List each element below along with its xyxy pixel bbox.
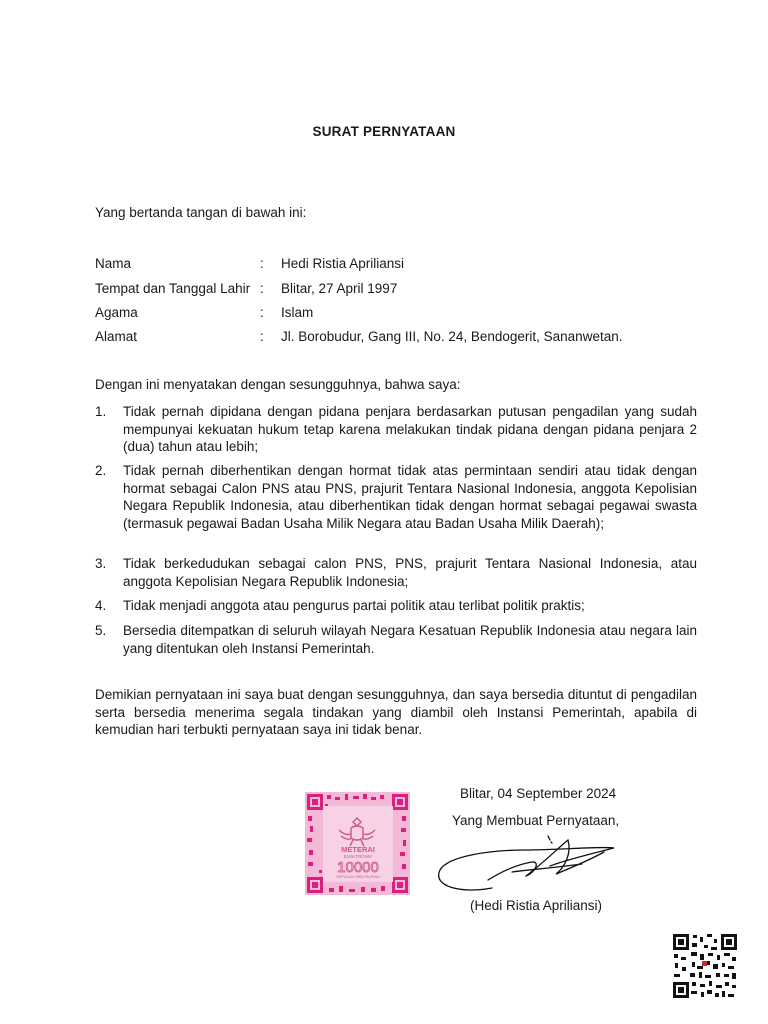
stamp-line1: METERAI [341,845,375,854]
item-text: Tidak menjadi anggota atau pengurus partai politik atau terlibat politik praktis; [123,598,585,613]
item-number: 3. [95,556,107,571]
item-number: 2. [95,463,107,478]
identity-label: Agama [95,305,138,320]
signer-label: Yang Membuat Pernyataan, [452,813,620,828]
item-text: Tidak pernah diberhentikan dengan hormat tidak atas permintaan sendiri atau tidak dengan hormat sebagai Calon PNS atau PNS, prajurit Tentara Nasional Indonesia, anggota Kepolisian Negara Republik Indonesia, atau diberhentikan tidak dengan hormat sebagai pegawai swasta (termasuk pegawai Badan Usaha Milik Negara atau Badan Usaha Milik Daerah); [123,463,697,531]
declaration-intro: Dengan ini menyatakan dengan sesungguhnya, bahwa saya: [95,377,461,392]
identity-label: Tempat dan Tanggal Lahir [95,281,251,296]
identity-value: Jl. Borobudur, Gang III, No. 24, Bendogerit, Sananwetan. [281,329,623,344]
qr-code-graphic [672,933,738,999]
closing-paragraph: Demikian pernyataan ini saya buat dengan sesungguhnya, dan saya bersedia dituntut di pengadilan serta bersedia menerima segala tindakan yang diambil oleh Instansi Pemerintah, apabila di kemudian hari terbukti pernyataan saya ini tidak benar. [95,687,697,737]
item-text: Bersedia ditempatkan di seluruh wilayah Negara Kesatuan Republik Indonesia atau negara lain yang ditentukan oleh Instansi Pemerintah. [123,623,697,656]
stamp-line3: SEPULUH RIBU RUPIAH [336,875,380,879]
item-text: Tidak berkedudukan sebagai calon PNS, PNS, prajurit Tentara Nasional Indonesia, atau anggota Kepolisian Negara Republik Indonesia; [123,556,697,589]
stamp-line2: ELEKTRONIK [343,854,373,859]
stamp-value: 10000 [337,859,379,876]
place-date: Blitar, 04 September 2024 [460,786,617,801]
identity-label: Nama [95,256,132,271]
item-number: 1. [95,404,107,419]
intro-text: Yang bertanda tangan di bawah ini: [95,205,307,220]
identity-value: Islam [281,305,314,320]
identity-value: Blitar, 27 April 1997 [281,281,398,296]
item-text: Tidak pernah dipidana dengan pidana penjara berdasarkan putusan pengadilan yang sudah mempunyai kekuatan hukum tetap karena melakukan tindak pidana dengan pidana penjara 2 (dua) tahun atau lebih; [123,404,697,454]
identity-colon: : [260,305,264,320]
document-title: SURAT PERNYATAAN [312,124,456,139]
identity-colon: : [260,256,264,271]
signature [430,828,630,898]
meterai-stamp [305,792,410,895]
qr-code-icon [672,933,738,999]
item-number: 5. [95,623,107,638]
signer-name: (Hedi Ristia Apriliansi) [470,898,603,913]
identity-value: Hedi Ristia Apriliansi [281,256,405,271]
signature-drawing [430,828,630,898]
item-number: 4. [95,598,107,613]
meterai-stamp-graphic [305,792,410,895]
identity-label: Alamat [95,329,138,344]
identity-colon: : [260,281,264,296]
identity-colon: : [260,329,264,344]
